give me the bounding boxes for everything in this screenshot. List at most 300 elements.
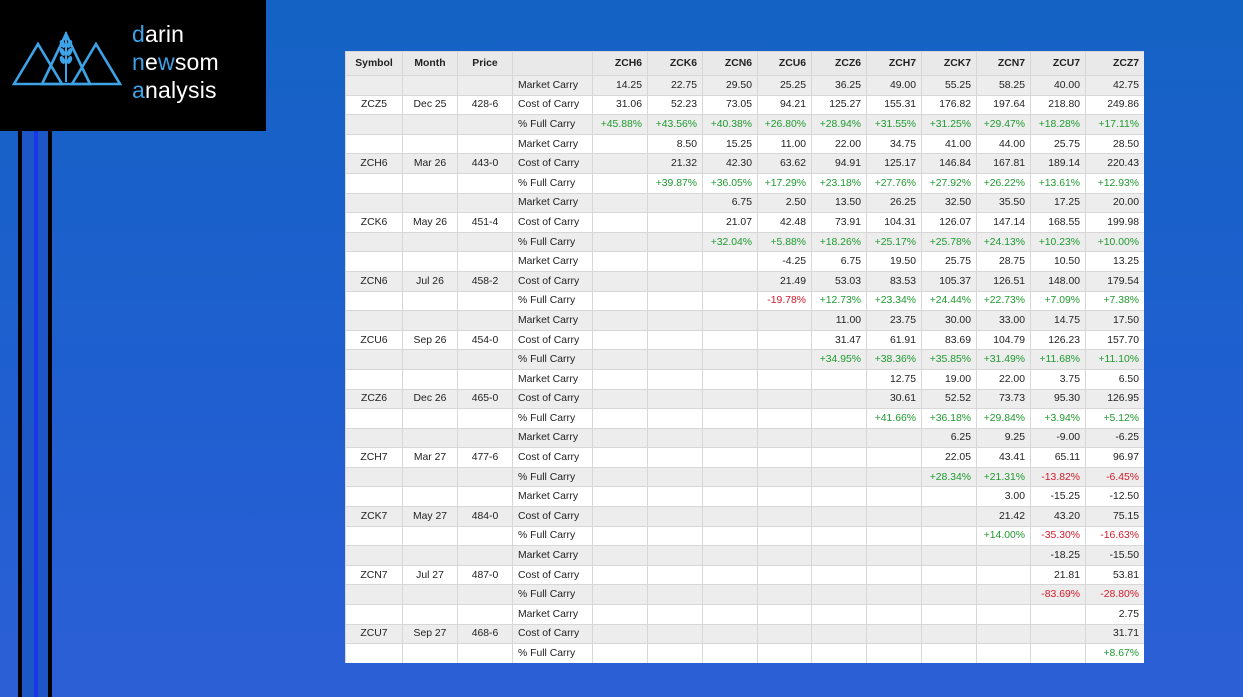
value-cell: +25.78%	[922, 232, 977, 252]
header-contract: ZCH6	[593, 52, 648, 76]
value-cell	[977, 644, 1031, 663]
row-label-cell: % Full Carry	[513, 644, 593, 663]
month-cell: Sep 27	[403, 624, 458, 644]
table-row	[346, 605, 1145, 625]
row-label-cell: Market Carry	[513, 428, 593, 448]
value-cell: +32.04%	[703, 232, 758, 252]
empty-cell	[458, 644, 513, 663]
table-body	[346, 76, 1145, 664]
value-cell	[922, 605, 977, 625]
row-label-cell: % Full Carry	[513, 526, 593, 546]
empty-cell	[458, 605, 513, 625]
empty-cell	[403, 428, 458, 448]
value-cell	[703, 330, 758, 350]
value-cell	[703, 389, 758, 409]
value-cell: 22.00	[812, 134, 867, 154]
value-cell: +12.93%	[1086, 173, 1145, 193]
value-cell	[867, 624, 922, 644]
value-cell: 73.73	[977, 389, 1031, 409]
month-cell: Jul 27	[403, 565, 458, 585]
value-cell: 249.86	[1086, 95, 1145, 115]
value-cell	[922, 624, 977, 644]
empty-cell	[346, 232, 403, 252]
value-cell	[648, 467, 703, 487]
empty-cell	[403, 350, 458, 370]
price-cell: 487-0	[458, 565, 513, 585]
value-cell: 22.05	[922, 448, 977, 468]
header-contract: ZCU6	[758, 52, 812, 76]
value-cell: -16.63%	[1086, 526, 1145, 546]
value-cell	[977, 624, 1031, 644]
value-cell	[593, 369, 648, 389]
value-cell: +10.00%	[1086, 232, 1145, 252]
empty-cell	[458, 409, 513, 429]
value-cell: 8.50	[648, 134, 703, 154]
price-cell: 477-6	[458, 448, 513, 468]
value-cell	[703, 467, 758, 487]
value-cell: +27.76%	[867, 173, 922, 193]
symbol-cell: ZCU6	[346, 330, 403, 350]
value-cell: 19.50	[867, 252, 922, 272]
table-row	[346, 565, 1145, 585]
value-cell: +43.56%	[648, 115, 703, 135]
value-cell: 14.25	[593, 76, 648, 96]
table-row	[346, 232, 1145, 252]
value-cell: 125.27	[812, 95, 867, 115]
value-cell	[812, 565, 867, 585]
value-cell: 13.50	[812, 193, 867, 213]
value-cell: 43.20	[1031, 507, 1086, 527]
carry-table-panel	[345, 51, 1144, 663]
row-label-cell: Market Carry	[513, 193, 593, 213]
empty-cell	[403, 409, 458, 429]
value-cell	[867, 526, 922, 546]
row-label-cell: Cost of Carry	[513, 624, 593, 644]
value-cell	[593, 585, 648, 605]
value-cell	[593, 624, 648, 644]
table-row	[346, 95, 1145, 115]
value-cell	[758, 350, 812, 370]
header-contract: ZCN6	[703, 52, 758, 76]
empty-cell	[403, 487, 458, 507]
value-cell	[867, 507, 922, 527]
value-cell: 25.75	[922, 252, 977, 272]
empty-cell	[403, 546, 458, 566]
header-contract: ZCU7	[1031, 52, 1086, 76]
value-cell: 148.00	[1031, 271, 1086, 291]
decorative-bar	[48, 131, 52, 697]
value-cell: 58.25	[977, 76, 1031, 96]
value-cell: -28.80%	[1086, 585, 1145, 605]
value-cell	[703, 369, 758, 389]
row-label-cell: % Full Carry	[513, 115, 593, 135]
value-cell	[648, 271, 703, 291]
value-cell: 176.82	[922, 95, 977, 115]
value-cell	[922, 644, 977, 663]
value-cell	[758, 311, 812, 331]
value-cell: 94.91	[812, 154, 867, 174]
row-label-cell: Cost of Carry	[513, 95, 593, 115]
empty-cell	[403, 232, 458, 252]
value-cell	[758, 526, 812, 546]
value-cell	[648, 350, 703, 370]
value-cell: 15.25	[703, 134, 758, 154]
empty-cell	[346, 173, 403, 193]
month-cell: Sep 26	[403, 330, 458, 350]
empty-cell	[346, 76, 403, 96]
empty-cell	[458, 369, 513, 389]
value-cell: +14.00%	[977, 526, 1031, 546]
value-cell	[812, 389, 867, 409]
value-cell: +12.73%	[812, 291, 867, 311]
empty-cell	[346, 409, 403, 429]
value-cell	[593, 428, 648, 448]
value-cell: 55.25	[922, 76, 977, 96]
value-cell	[648, 624, 703, 644]
symbol-cell: ZCU7	[346, 624, 403, 644]
table-row	[346, 291, 1145, 311]
value-cell	[648, 507, 703, 527]
table-row	[346, 526, 1145, 546]
value-cell: 22.75	[648, 76, 703, 96]
value-cell	[867, 565, 922, 585]
table-row	[346, 409, 1145, 429]
value-cell: 104.79	[977, 330, 1031, 350]
header-row-label	[513, 52, 593, 76]
value-cell: 6.75	[703, 193, 758, 213]
value-cell: +31.49%	[977, 350, 1031, 370]
value-cell	[922, 546, 977, 566]
row-label-cell: Cost of Carry	[513, 330, 593, 350]
row-label-cell: Market Carry	[513, 369, 593, 389]
empty-cell	[403, 526, 458, 546]
price-cell: 465-0	[458, 389, 513, 409]
value-cell: 126.07	[922, 213, 977, 233]
symbol-cell: ZCK7	[346, 507, 403, 527]
value-cell: 19.00	[922, 369, 977, 389]
value-cell	[593, 311, 648, 331]
value-cell	[977, 546, 1031, 566]
value-cell	[703, 311, 758, 331]
value-cell: 126.51	[977, 271, 1031, 291]
value-cell: 83.53	[867, 271, 922, 291]
value-cell: 157.70	[1086, 330, 1145, 350]
value-cell	[593, 526, 648, 546]
value-cell: +5.88%	[758, 232, 812, 252]
value-cell	[593, 467, 648, 487]
value-cell	[593, 193, 648, 213]
value-cell	[758, 409, 812, 429]
value-cell	[648, 546, 703, 566]
value-cell: +10.23%	[1031, 232, 1086, 252]
value-cell: 167.81	[977, 154, 1031, 174]
value-cell	[593, 291, 648, 311]
table-row	[346, 585, 1145, 605]
value-cell	[758, 605, 812, 625]
table-header-row	[346, 52, 1145, 76]
value-cell: -9.00	[1031, 428, 1086, 448]
value-cell: +36.05%	[703, 173, 758, 193]
value-cell	[867, 448, 922, 468]
empty-cell	[458, 115, 513, 135]
value-cell: -6.25	[1086, 428, 1145, 448]
value-cell: +41.66%	[867, 409, 922, 429]
value-cell	[812, 546, 867, 566]
value-cell: +34.95%	[812, 350, 867, 370]
empty-cell	[346, 526, 403, 546]
empty-cell	[346, 467, 403, 487]
value-cell	[758, 448, 812, 468]
row-label-cell: Cost of Carry	[513, 154, 593, 174]
empty-cell	[458, 193, 513, 213]
value-cell: 155.31	[867, 95, 922, 115]
value-cell	[758, 585, 812, 605]
value-cell: +23.18%	[812, 173, 867, 193]
empty-cell	[346, 291, 403, 311]
value-cell: 26.25	[867, 193, 922, 213]
brand-wordmark	[132, 20, 219, 104]
value-cell: +27.92%	[922, 173, 977, 193]
value-cell: +23.34%	[867, 291, 922, 311]
value-cell	[812, 369, 867, 389]
value-cell	[648, 252, 703, 272]
value-cell	[703, 252, 758, 272]
brand-line-3: analysis	[132, 77, 217, 103]
value-cell: 43.41	[977, 448, 1031, 468]
value-cell	[812, 487, 867, 507]
value-cell: +7.09%	[1031, 291, 1086, 311]
value-cell: 3.00	[977, 487, 1031, 507]
value-cell: 13.25	[1086, 252, 1145, 272]
empty-cell	[458, 252, 513, 272]
symbol-cell: ZCH7	[346, 448, 403, 468]
value-cell	[703, 605, 758, 625]
value-cell: 3.75	[1031, 369, 1086, 389]
table-row	[346, 487, 1145, 507]
value-cell: 17.25	[1031, 193, 1086, 213]
value-cell	[593, 565, 648, 585]
row-label-cell: Market Carry	[513, 134, 593, 154]
value-cell	[648, 311, 703, 331]
month-cell: Dec 26	[403, 389, 458, 409]
value-cell	[812, 448, 867, 468]
table-row	[346, 134, 1145, 154]
value-cell: 42.75	[1086, 76, 1145, 96]
row-label-cell: Cost of Carry	[513, 213, 593, 233]
table-row	[346, 115, 1145, 135]
empty-cell	[403, 115, 458, 135]
value-cell: 31.06	[593, 95, 648, 115]
month-cell: Jul 26	[403, 271, 458, 291]
empty-cell	[458, 546, 513, 566]
value-cell	[703, 487, 758, 507]
value-cell	[593, 507, 648, 527]
value-cell: +35.85%	[922, 350, 977, 370]
value-cell: 10.50	[1031, 252, 1086, 272]
value-cell	[758, 330, 812, 350]
table-row	[346, 330, 1145, 350]
value-cell	[703, 624, 758, 644]
header-contract: ZCN7	[977, 52, 1031, 76]
header-contract: ZCK7	[922, 52, 977, 76]
empty-cell	[346, 115, 403, 135]
value-cell	[593, 154, 648, 174]
value-cell	[703, 585, 758, 605]
value-cell	[758, 389, 812, 409]
value-cell: +24.44%	[922, 291, 977, 311]
table-row	[346, 213, 1145, 233]
value-cell: -19.78%	[758, 291, 812, 311]
row-label-cell: Cost of Carry	[513, 271, 593, 291]
value-cell	[1031, 644, 1086, 663]
decorative-bar	[38, 131, 48, 697]
table-row	[346, 350, 1145, 370]
empty-cell	[458, 173, 513, 193]
month-cell: Mar 27	[403, 448, 458, 468]
value-cell	[648, 330, 703, 350]
value-cell: +31.55%	[867, 115, 922, 135]
row-label-cell: % Full Carry	[513, 173, 593, 193]
value-cell: 52.23	[648, 95, 703, 115]
value-cell: 63.62	[758, 154, 812, 174]
value-cell: 32.50	[922, 193, 977, 213]
value-cell	[922, 585, 977, 605]
empty-cell	[458, 487, 513, 507]
value-cell: 105.37	[922, 271, 977, 291]
value-cell	[593, 389, 648, 409]
value-cell: 2.75	[1086, 605, 1145, 625]
value-cell	[593, 605, 648, 625]
symbol-cell: ZCZ5	[346, 95, 403, 115]
value-cell: 34.75	[867, 134, 922, 154]
value-cell: 83.69	[922, 330, 977, 350]
value-cell	[812, 624, 867, 644]
value-cell: 52.52	[922, 389, 977, 409]
row-label-cell: Market Carry	[513, 605, 593, 625]
empty-cell	[346, 311, 403, 331]
value-cell	[648, 389, 703, 409]
value-cell: 197.64	[977, 95, 1031, 115]
value-cell	[703, 350, 758, 370]
value-cell	[703, 271, 758, 291]
table-row	[346, 252, 1145, 272]
row-label-cell: Market Carry	[513, 252, 593, 272]
value-cell	[812, 428, 867, 448]
value-cell: 25.75	[1031, 134, 1086, 154]
value-cell: +39.87%	[648, 173, 703, 193]
value-cell	[593, 546, 648, 566]
value-cell: 53.81	[1086, 565, 1145, 585]
value-cell: 96.97	[1086, 448, 1145, 468]
empty-cell	[458, 232, 513, 252]
table-row	[346, 644, 1145, 663]
empty-cell	[403, 173, 458, 193]
empty-cell	[346, 585, 403, 605]
value-cell: 75.15	[1086, 507, 1145, 527]
price-cell: 443-0	[458, 154, 513, 174]
value-cell: 94.21	[758, 95, 812, 115]
month-cell: May 27	[403, 507, 458, 527]
empty-cell	[458, 291, 513, 311]
value-cell: +24.13%	[977, 232, 1031, 252]
value-cell: +45.88%	[593, 115, 648, 135]
value-cell	[703, 428, 758, 448]
row-label-cell: % Full Carry	[513, 232, 593, 252]
value-cell: 6.50	[1086, 369, 1145, 389]
value-cell: 28.50	[1086, 134, 1145, 154]
value-cell: 25.25	[758, 76, 812, 96]
brand-line-2: newsom	[132, 49, 219, 75]
row-label-cell: Cost of Carry	[513, 389, 593, 409]
value-cell: 65.11	[1031, 448, 1086, 468]
value-cell	[812, 409, 867, 429]
value-cell: +29.84%	[977, 409, 1031, 429]
table-row	[346, 467, 1145, 487]
value-cell: 40.00	[1031, 76, 1086, 96]
value-cell: 35.50	[977, 193, 1031, 213]
value-cell	[703, 409, 758, 429]
value-cell: 6.25	[922, 428, 977, 448]
value-cell	[593, 350, 648, 370]
empty-cell	[403, 134, 458, 154]
empty-cell	[346, 546, 403, 566]
value-cell: 61.91	[867, 330, 922, 350]
empty-cell	[346, 193, 403, 213]
value-cell	[593, 271, 648, 291]
value-cell	[867, 585, 922, 605]
value-cell	[648, 213, 703, 233]
value-cell	[648, 448, 703, 468]
value-cell	[758, 369, 812, 389]
empty-cell	[458, 311, 513, 331]
value-cell	[648, 428, 703, 448]
value-cell: 22.00	[977, 369, 1031, 389]
value-cell	[867, 644, 922, 663]
empty-cell	[458, 585, 513, 605]
value-cell: +7.38%	[1086, 291, 1145, 311]
empty-cell	[458, 76, 513, 96]
row-label-cell: Cost of Carry	[513, 448, 593, 468]
row-label-cell: % Full Carry	[513, 291, 593, 311]
carry-spread-table	[345, 51, 1144, 663]
value-cell	[593, 448, 648, 468]
row-label-cell: Market Carry	[513, 546, 593, 566]
value-cell	[867, 487, 922, 507]
value-cell: -15.50	[1086, 546, 1145, 566]
value-cell: 30.00	[922, 311, 977, 331]
symbol-cell: ZCK6	[346, 213, 403, 233]
value-cell	[648, 487, 703, 507]
empty-cell	[403, 585, 458, 605]
value-cell: 21.49	[758, 271, 812, 291]
value-cell	[703, 507, 758, 527]
empty-cell	[458, 350, 513, 370]
value-cell: 23.75	[867, 311, 922, 331]
empty-cell	[403, 291, 458, 311]
value-cell: +28.34%	[922, 467, 977, 487]
value-cell	[593, 330, 648, 350]
symbol-cell: ZCH6	[346, 154, 403, 174]
value-cell: -15.25	[1031, 487, 1086, 507]
value-cell	[922, 526, 977, 546]
value-cell: -6.45%	[1086, 467, 1145, 487]
brand-line-1: darin	[132, 21, 185, 47]
value-cell	[593, 134, 648, 154]
value-cell	[758, 565, 812, 585]
value-cell: 147.14	[977, 213, 1031, 233]
header-contract: ZCK6	[648, 52, 703, 76]
value-cell	[812, 585, 867, 605]
